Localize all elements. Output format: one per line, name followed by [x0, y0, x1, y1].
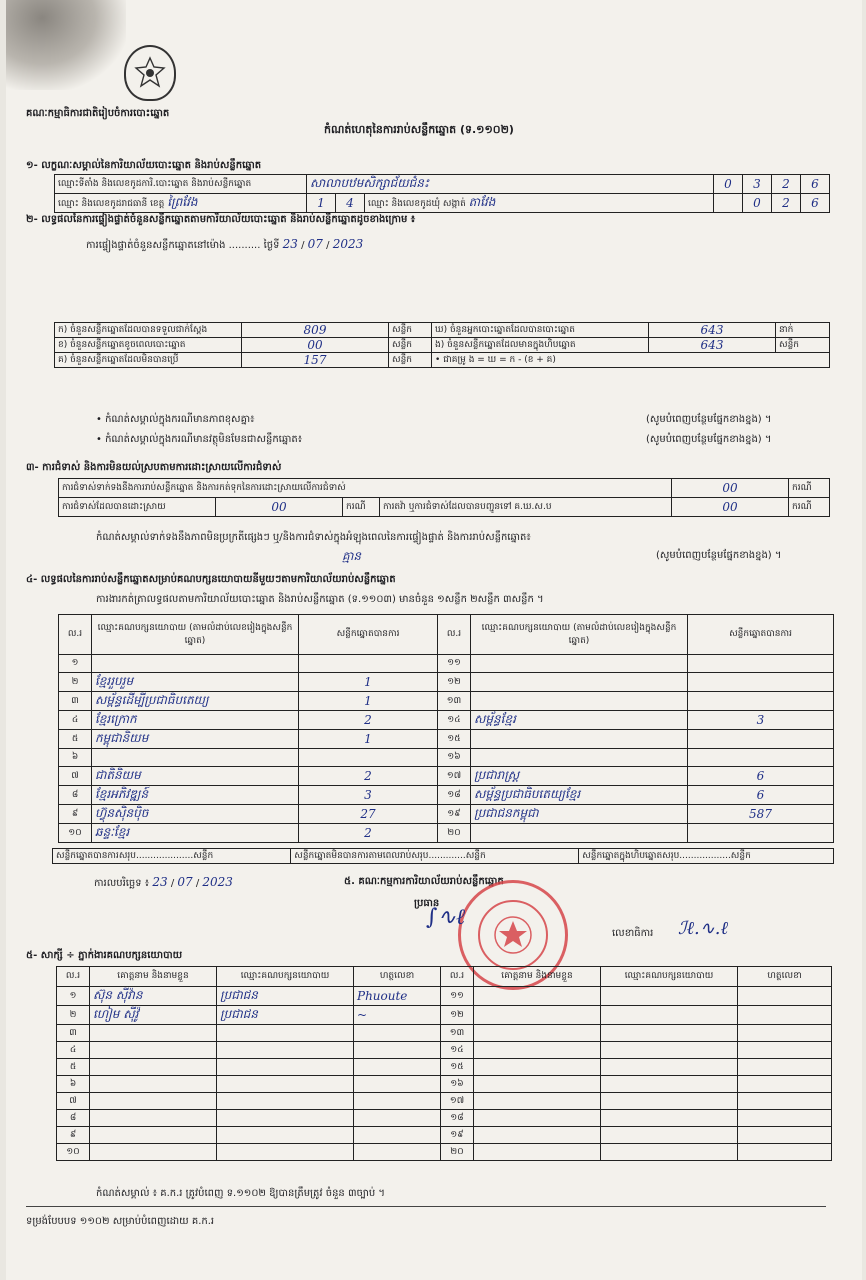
commune-code-digit: 6: [801, 194, 830, 213]
counting-committee: ៥. គណៈកម្មការការិយាល័យរាប់សន្លឹកឆ្នោត: [344, 876, 504, 887]
row-label: ង) ចំនួនសន្លឹកឆ្នោតដែលមានក្នុងហិបឆ្នោត: [432, 338, 649, 353]
witness-table: [56, 966, 832, 1161]
table-row: [57, 987, 832, 1006]
divider: [26, 1206, 826, 1207]
witness-name: [474, 1006, 601, 1025]
col-sign-header: ហត្ថលេខា: [738, 967, 832, 987]
chief-signature-icon: ∫∿ℓ: [426, 905, 466, 930]
valid-votes: 2: [299, 767, 438, 786]
row-unit: នាក់: [776, 323, 830, 338]
fill-hint: (សូមបំពេញបន្ថែមផ្នែកខាងខ្នង) ។: [646, 414, 772, 425]
witness-signature: [738, 1093, 832, 1110]
witness-party: [217, 1025, 354, 1042]
party-name: សម្ព័ន្ធដើម្បីប្រជាធិបតេយ្យ: [92, 692, 299, 711]
form-title: កំណត់ហេតុនៃការរាប់សន្លឹកឆ្នោត (ទ.១១០២): [324, 123, 514, 136]
objection-label: ការជំទាស់ទាក់ទងនឹងការរាប់សន្លឹកឆ្នោត និងការកត់ទុកនៃការដោះស្រាយលើការជំទាស់: [59, 479, 672, 498]
row-number: ៥: [59, 730, 92, 749]
code-digit: 3: [743, 175, 772, 194]
row-value: 157: [242, 353, 389, 368]
valid-votes: [299, 749, 438, 767]
witness-signature: [354, 1042, 441, 1059]
row-number: ៦: [57, 1076, 90, 1093]
witness-signature: [354, 1144, 441, 1161]
location-label: ឈ្មោះទីតាំង និងលេខកូដការិ.បោះឆ្នោត និងរាប់សន្លឹកឆ្នោត: [55, 175, 307, 194]
witness-name: ហៀម ស៊ីវ៉ូ: [90, 1006, 217, 1025]
code-digit: 2: [772, 175, 801, 194]
party-name: ប្រជារាស្ត្រ: [471, 767, 688, 786]
table-row: [59, 767, 834, 786]
witness-name: ស៊ុន ស៊ីវ៉ាន: [90, 987, 217, 1006]
section2-title: ២- លទ្ធផលនៃការផ្ទៀងផ្ទាត់ចំនួនសន្លឹកឆ្នោតតាមការិយាល័យបោះឆ្នោត និងរាប់សន្លឹកឆ្នោតដូចខាងក្រោម ៖: [26, 214, 416, 225]
code-digit: 0: [714, 175, 743, 194]
col-party-header: ឈ្មោះគណបក្សនយោបាយ: [217, 967, 354, 987]
row-number: ១០: [59, 824, 92, 843]
forwarded-value: 00: [672, 498, 789, 517]
section1-table: [54, 174, 830, 213]
witness-signature: [738, 1059, 832, 1076]
table-row: [57, 1127, 832, 1144]
witness-signature: Phuoute: [354, 987, 441, 1006]
col-no-header: ល.រ: [57, 967, 90, 987]
results-body: [59, 655, 834, 843]
table-row: [59, 479, 830, 498]
party-name: [471, 692, 688, 711]
col-no-header: ល.រ: [441, 967, 474, 987]
row-number: ៤: [57, 1042, 90, 1059]
witness-party: [601, 1076, 738, 1093]
made-month: 07: [177, 875, 193, 889]
made-year: 2023: [202, 875, 233, 889]
committee-name: គណៈកម្មាធិការជាតិរៀបចំការបោះឆ្នោត: [26, 108, 170, 119]
col-name-header: គោត្តនាម និងនាមខ្លួន: [90, 967, 217, 987]
commune-code-digit: 0: [743, 194, 772, 213]
witness-signature: ~: [354, 1006, 441, 1025]
witness-signature: [354, 1110, 441, 1127]
valid-votes: [299, 655, 438, 673]
witness-party: [601, 1059, 738, 1076]
row-unit: សន្លឹក: [389, 353, 432, 368]
table-row: [57, 1144, 832, 1161]
row-number: ១៨: [438, 786, 471, 805]
valid-votes: 3: [299, 786, 438, 805]
row-value: 809: [242, 323, 389, 338]
row-number: ១៩: [441, 1127, 474, 1144]
witness-name: [474, 1076, 601, 1093]
party-name: កម្ពុជានិយម: [92, 730, 299, 749]
date-month: 07: [307, 237, 323, 251]
valid-votes: 1: [299, 730, 438, 749]
totals-table: [52, 848, 834, 864]
forwarded-unit: ករណី: [789, 498, 830, 517]
row-number: ៩: [59, 805, 92, 824]
col-votes-header: សន្លឹកឆ្នោតបានការ: [688, 615, 834, 655]
province-label-text: ឈ្មោះ និងលេខកូដរាជធានី ខេត្ត: [58, 199, 165, 209]
witness-signature: [354, 1076, 441, 1093]
row-number: ១៤: [441, 1042, 474, 1059]
witness-signature: [354, 1093, 441, 1110]
witness-party: [601, 1110, 738, 1127]
emblem-icon: [124, 45, 176, 101]
row-value: 643: [649, 338, 776, 353]
row-number: ៨: [59, 786, 92, 805]
valid-votes: [688, 692, 834, 711]
party-name: សម្ព័ន្ធខ្មែរ: [471, 711, 688, 730]
row-number: ២០: [441, 1144, 474, 1161]
made-day: 23: [152, 875, 168, 889]
row-number: ២០: [438, 824, 471, 843]
row-number: ១៤: [438, 711, 471, 730]
witness-signature: [738, 1042, 832, 1059]
valid-votes: 1: [299, 673, 438, 692]
table-row: [57, 1076, 832, 1093]
row-value: 643: [649, 323, 776, 338]
forwarded-label: ការតវ៉ា ឬការជំទាស់ដែលបានបញ្ជូនទៅ គ.ឃ.ស.ប: [380, 498, 672, 517]
row-number: ១: [59, 655, 92, 673]
witness-party: ប្រជាជន: [217, 987, 354, 1006]
section2-table: [54, 322, 830, 368]
row-label: ឃ) ចំនួនអ្នកបោះឆ្នោតដែលបានបោះឆ្នោត: [432, 323, 649, 338]
commune-label: [365, 194, 714, 213]
witness-party: [217, 1093, 354, 1110]
total-box: សន្លឹកឆ្នោតក្នុងហិបឆ្នោតសរុប..................សន្លឹក: [579, 849, 834, 864]
col-party-header: ឈ្មោះគណបក្សនយោបាយ (តាមលំដាប់លេខរៀងក្នុងសន្លឹកឆ្នោត): [92, 615, 299, 655]
objection-value: 00: [672, 479, 789, 498]
row-number: ១៧: [438, 767, 471, 786]
party-name: ខ្មែរក្រោក: [92, 711, 299, 730]
commune-code-digit: 2: [772, 194, 801, 213]
section1-title: ១- លក្ខណៈសម្គាល់នៃការិយាល័យបោះឆ្នោត និងរាប់សន្លឹកឆ្នោត: [26, 160, 262, 171]
table-row: [57, 1093, 832, 1110]
code-digit: 6: [801, 175, 830, 194]
witness-party: [217, 1110, 354, 1127]
witness-party: [217, 1042, 354, 1059]
witness-signature: [354, 1127, 441, 1144]
witness-name: [474, 1110, 601, 1127]
witness-signature: [738, 1144, 832, 1161]
col-sign-header: ហត្ថលេខា: [354, 967, 441, 987]
valid-votes: 2: [299, 824, 438, 843]
fill-hint: (សូមបំពេញបន្ថែមផ្នែកខាងខ្នង) ។: [646, 434, 772, 445]
province-value: ព្រៃវែង: [167, 195, 198, 209]
party-name: [471, 824, 688, 843]
witness-party: [601, 1025, 738, 1042]
date-year: 2023: [332, 237, 364, 251]
valid-votes: [688, 824, 834, 843]
witness-signature: [354, 1059, 441, 1076]
table-row: [59, 498, 830, 517]
witness-name: [474, 1093, 601, 1110]
row-label: គ) ចំនួនសន្លឹកឆ្នោតដែលមិនបានប្រើ: [55, 353, 242, 368]
table-row: [59, 711, 834, 730]
party-name: [471, 655, 688, 673]
table-row: [59, 805, 834, 824]
valid-votes: [688, 749, 834, 767]
witness-signature: [354, 1025, 441, 1042]
table-row: [59, 655, 834, 673]
table-row: [57, 1059, 832, 1076]
valid-votes: 2: [299, 711, 438, 730]
made-date-label: ការលបរិច្ឆេទ ៖: [94, 878, 150, 889]
province-label: [55, 194, 307, 213]
note-difference: • កំណត់សម្គាល់ក្នុងករណីមានភាពខុសគ្នា៖: [96, 414, 255, 425]
witness-name: [90, 1110, 217, 1127]
section4-title: ៤- លទ្ធផលនៃការរាប់សន្លឹកឆ្នោតសម្រាប់គណបក្សនយោបាយនីមួយៗតាមការិយាល័យរាប់សន្លឹកឆ្នោត: [26, 574, 396, 585]
witness-name: [474, 1144, 601, 1161]
table-row: [57, 1006, 832, 1025]
row-unit: សន្លឹក: [776, 338, 830, 353]
party-name: សម្ព័ន្ធប្រជាធិបតេយ្យខ្មែរ: [471, 786, 688, 805]
party-name: [92, 655, 299, 673]
form-code: ទម្រង់បែបបទ ១១០២ សម្រាប់បំពេញដោយ គ.ក.រ: [26, 1216, 215, 1227]
col-party-header: ឈ្មោះគណបក្សនយោបាយ (តាមលំដាប់លេខរៀងក្នុងសន្លឹកឆ្នោត): [471, 615, 688, 655]
party-name: [471, 730, 688, 749]
valid-votes: [688, 730, 834, 749]
valid-votes: 3: [688, 711, 834, 730]
resolved-label: ការជំទាស់ដែលបានដោះស្រាយ: [59, 498, 216, 517]
row-number: ២: [57, 1006, 90, 1025]
note-foreign-object: • កំណត់សម្គាល់ក្នុងករណីមានវត្ថុមិនមែនជាសន្លឹកឆ្នោត៖: [96, 434, 303, 445]
row-number: ១៦: [441, 1076, 474, 1093]
row-number: ៧: [59, 767, 92, 786]
form-page: [6, 0, 862, 1280]
objection-unit: ករណី: [789, 479, 830, 498]
witness-signature: [738, 1006, 832, 1025]
party-name: [471, 749, 688, 767]
party-name: ប្រជាជនកម្ពុជា: [471, 805, 688, 824]
party-name: [92, 749, 299, 767]
irregularity-note: កំណត់សម្គាល់ទាក់ទងនឹងភាពមិនប្រក្រតីផ្សេងៗ ឬ/និងការជំទាស់ក្នុងអំឡុងពេលនៃការផ្ទៀងផ្ទាត់ និងការរាប់សន្លឹកឆ្នោត៖: [96, 532, 531, 543]
witness-party: ប្រជាជន: [217, 1006, 354, 1025]
table-row: [59, 824, 834, 843]
row-number: ១: [57, 987, 90, 1006]
party-name: ខ្មែរអភិវឌ្ឍន៍: [92, 786, 299, 805]
row-number: ១៩: [438, 805, 471, 824]
witness-name: [90, 1059, 217, 1076]
row-number: ៧: [57, 1093, 90, 1110]
valid-votes: 6: [688, 767, 834, 786]
row-number: ១១: [438, 655, 471, 673]
row-number: ១២: [441, 1006, 474, 1025]
resolved-value: 00: [216, 498, 343, 517]
row-number: ១២: [438, 673, 471, 692]
witness-party: [601, 1093, 738, 1110]
verification-date: ការផ្ទៀងផ្ទាត់ចំនួនសន្លឹកឆ្នោតនៅម៉ោង .......... ថ្ងៃទី 23 / 07 / 2023: [86, 237, 364, 251]
witness-signature: [738, 987, 832, 1006]
row-value: 00: [242, 338, 389, 353]
row-number: ១៥: [438, 730, 471, 749]
fill-hint: (សូមបំពេញបន្ថែមផ្នែកខាងខ្នង) ។: [656, 550, 782, 561]
witness-signature: [738, 1110, 832, 1127]
witness-name: [90, 1042, 217, 1059]
valid-votes: 6: [688, 786, 834, 805]
valid-votes: [688, 655, 834, 673]
table-row: [59, 692, 834, 711]
made-date: ការលបរិច្ឆេទ ៖ 23 / 07 / 2023: [94, 875, 233, 889]
witness-party: [217, 1059, 354, 1076]
witness-name: [474, 987, 601, 1006]
table-row: [59, 749, 834, 767]
table-row: [57, 1110, 832, 1127]
chief-role: ប្រធាន: [414, 898, 440, 909]
row-number: ១៣: [438, 692, 471, 711]
row-number: ៣: [59, 692, 92, 711]
witness-name: [90, 1093, 217, 1110]
witness-name: [90, 1076, 217, 1093]
row-number: ១៧: [441, 1093, 474, 1110]
province-code-digit: 1: [307, 194, 336, 213]
total-valid: សន្លឹកឆ្នោតបានការសរុប....................សន្លឹក: [53, 849, 291, 864]
party-name: ជាតិនិយម: [92, 767, 299, 786]
footnote: កំណត់សម្គាល់ ៖ គ.ក.រ ត្រូវបំពេញ ទ.១១០២ ឱ្យបានត្រឹមត្រូវ ចំនួន ៣ច្បាប់ ។: [96, 1188, 385, 1199]
row-number: ១៥: [441, 1059, 474, 1076]
row-label: ខ) ចំនួនសន្លឹកឆ្នោតខូចពេលបោះឆ្នោត: [55, 338, 242, 353]
row-label: • ជាគម្រូ ង = ឃ = ក - (ខ + គ): [432, 353, 830, 368]
table-row: [55, 323, 830, 338]
witness-name: [90, 1025, 217, 1042]
location-value: សាលាបឋមសិក្សាជ័យជំនះ: [307, 175, 714, 194]
row-number: ២: [59, 673, 92, 692]
section5-title: ៥- សាក្សី ÷ ភ្នាក់ងារគណបក្សនយោបាយ: [26, 950, 183, 961]
witness-name: [474, 1059, 601, 1076]
commune-value: តាវែង: [468, 195, 496, 209]
witness-name: [90, 1144, 217, 1161]
province-code-digit: 4: [336, 194, 365, 213]
table-row: [59, 730, 834, 749]
table-row: [57, 1025, 832, 1042]
results-table: [58, 614, 834, 843]
witness-signature: [738, 1025, 832, 1042]
party-name: [471, 673, 688, 692]
witness-party: [601, 1006, 738, 1025]
secretary-label: លេខាធិការ: [612, 928, 654, 939]
row-number: ៨: [57, 1110, 90, 1127]
witness-name: [474, 1042, 601, 1059]
table-row: [59, 786, 834, 805]
valid-votes: 587: [688, 805, 834, 824]
table-row: [59, 673, 834, 692]
valid-votes: [688, 673, 834, 692]
total-invalid: សន្លឹកឆ្នោតមិនបានការតាមពេលរាប់សរុប.............សន្លឹក: [291, 849, 579, 864]
valid-votes: 1: [299, 692, 438, 711]
witness-party: [217, 1127, 354, 1144]
party-name: ខ្មែររួបរួម: [92, 673, 299, 692]
row-number: ៣: [57, 1025, 90, 1042]
row-unit: សន្លឹក: [389, 338, 432, 353]
col-no-header: ល.រ: [59, 615, 92, 655]
witness-party: [217, 1076, 354, 1093]
section3-title: ៣- ការជំទាស់ និងការមិនយល់ស្របតាមការដោះស្រាយលើការជំទាស់: [26, 462, 282, 473]
finger-shadow: [6, 0, 126, 90]
section3-table: [58, 478, 830, 517]
row-number: ៤: [59, 711, 92, 730]
row-number: ៩: [57, 1127, 90, 1144]
irregularity-value: គ្មាន: [342, 549, 362, 563]
date-line-text: ការផ្ទៀងផ្ទាត់ចំនួនសន្លឹកឆ្នោតនៅម៉ោង .......... ថ្ងៃទី: [86, 240, 280, 251]
col-party-header: ឈ្មោះគណបក្សនយោបាយ: [601, 967, 738, 987]
witness-party: [601, 1042, 738, 1059]
col-name-header: គោត្តនាម និងនាមខ្លួន: [474, 967, 601, 987]
witness-party: [601, 1127, 738, 1144]
party-name: ហ៊្វុនស៊ិនប៉ិច: [92, 805, 299, 824]
table-row: [55, 353, 830, 368]
col-votes-header: សន្លឹកឆ្នោតបានការ: [299, 615, 438, 655]
witness-party: [601, 987, 738, 1006]
row-number: ១៨: [441, 1110, 474, 1127]
row-unit: សន្លឹក: [389, 323, 432, 338]
witness-name: [474, 1127, 601, 1144]
table-row: [55, 338, 830, 353]
date-day: 23: [282, 237, 298, 251]
row-number: ១០: [57, 1144, 90, 1161]
witness-body: [57, 987, 832, 1161]
witness-signature: [738, 1127, 832, 1144]
row-number: ៦: [59, 749, 92, 767]
party-name: ឆន្ទៈខ្មែរ: [92, 824, 299, 843]
table-row: [57, 1042, 832, 1059]
secretary-signature-icon: ℐℓ.∿.ℓ: [678, 918, 728, 939]
sheet-count-line: ការងារកត់ត្រាលទ្ធផលតាមការិយាល័យបោះឆ្នោត និងរាប់សន្លឹកឆ្នោត (ទ.១១០៣) មានចំនួន ១សន្លឹក ២សន្លឹក ៣សន្លឹក ។: [96, 594, 544, 605]
witness-name: [90, 1127, 217, 1144]
col-no-header: ល.រ: [438, 615, 471, 655]
row-number: ៥: [57, 1059, 90, 1076]
valid-votes: 27: [299, 805, 438, 824]
row-number: ១៦: [438, 749, 471, 767]
witness-signature: [738, 1076, 832, 1093]
witness-party: [601, 1144, 738, 1161]
row-number: ១៣: [441, 1025, 474, 1042]
witness-party: [217, 1144, 354, 1161]
row-label: ក) ចំនួនសន្លឹកឆ្នោតដែលបានទទួលជាក់ស្តែង: [55, 323, 242, 338]
commune-label-text: ឈ្មោះ និងលេខកូដឃុំ សង្កាត់: [368, 199, 466, 209]
resolved-unit: ករណី: [343, 498, 380, 517]
row-number: ១១: [441, 987, 474, 1006]
witness-name: [474, 1025, 601, 1042]
